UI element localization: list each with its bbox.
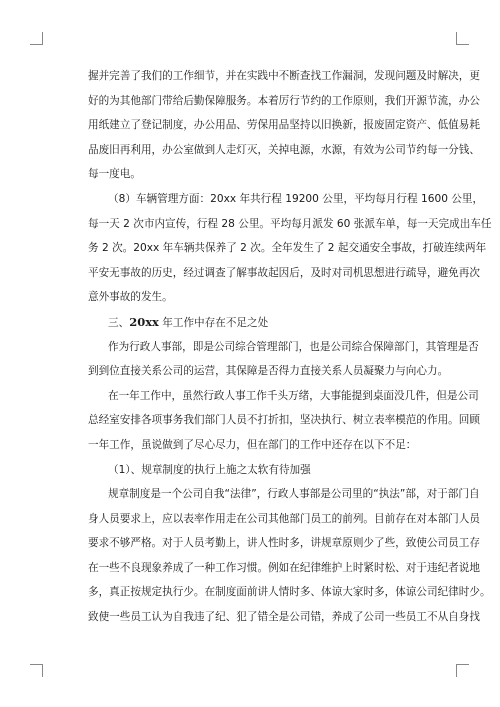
text-line: 每一天 2 次市内宣传，行程 28 公里。平均每月派发 60 张派车单，每一天完成出车任 xyxy=(88,217,492,230)
text-line: 身人员要求上，应以表率作用走在公司其他部门员工的前列。目前存在对本部门人员 xyxy=(88,512,480,525)
crop-mark-top-right xyxy=(456,32,469,45)
text-line: （8）车辆管理方面：20xx 年共行程 19200 公里，平均每月行程 1600 公里， xyxy=(108,192,484,205)
text-line: 品废旧再利用，办公室做到人走灯灭，关掉电源，水源，有效为公司节约每一分钱、 xyxy=(88,143,480,156)
section-heading-year: 20xx xyxy=(129,314,159,329)
text-line: 致使一些员工认为自我违了纪、犯了错全是公司错，养成了公司一些员工不从自身找 xyxy=(88,611,480,624)
text-line: 用纸建立了登记制度，办公用品、劳保用品坚持以旧换新，报废固定资产、低值易耗 xyxy=(88,119,480,132)
section-heading-prefix: 三、 xyxy=(108,316,130,329)
text-line: 在一年工作中，虽然行政人事工作千头万绪，大事能提到桌面没几件，但是公司 xyxy=(108,389,479,402)
text-line: 作为行政人事部，即是公司综合管理部门，也是公司综合保障部门，其管理是否 xyxy=(108,340,479,353)
text-line: 握并完善了我们的工作细节，并在实践中不断查找工作漏洞，发现问题及时解决，更 xyxy=(88,70,480,82)
text-line: 好的为其他部门带给后勤保障服务。本着厉行节约的工作原则，我们开源节流，办公 xyxy=(88,94,480,107)
text-line: 意外事故的发生。 xyxy=(88,291,173,304)
text-line: 到到位直接关系公司的运营，其保障是否得力直接关系人员凝聚力与向心力。 xyxy=(88,365,449,378)
text-line: 平安无事故的历史，经过调查了解事故起因后，及时对司机思想进行疏导，避免再次 xyxy=(88,266,480,279)
section-heading-suffix: 年工作中存在不足之处 xyxy=(158,316,269,329)
text-line: 务 2 次。20xx 年车辆共保养了 2 次。全年发生了 2 起交通安全事故，打破连续两年 xyxy=(88,242,487,255)
text-line: 一年工作，虽说做到了尽心尽力，但在部门的工作中还存在以下不足： xyxy=(88,438,417,451)
text-line: 每一度电。 xyxy=(88,168,141,181)
subsection-heading: （1）、规章制度的执行上施之太软有待加强 xyxy=(108,463,311,476)
text-line: 要求不够严格。对于人员考勤上，讲人性时多，讲规章原则少了些，致使公司员工存 xyxy=(88,537,480,550)
text-line: 多，真正按规定执行少。在制度面前讲人情时多、体谅大家时多，体谅公司纪律时少。 xyxy=(88,586,491,599)
text-line: 规章制度是一个公司自我“法律”，行政人事部是公司里的“执法”部，对于部门自 xyxy=(108,488,480,501)
text-line: 在一些不良现象养成了一种工作习惯。例如在纪律维护上时紧时松、对于违纪者说地 xyxy=(88,561,480,574)
crop-mark-bottom-left xyxy=(30,664,43,677)
document-body xyxy=(88,64,492,630)
crop-mark-bottom-right xyxy=(456,664,469,677)
section-heading xyxy=(88,310,436,335)
crop-mark-top-left xyxy=(30,32,43,45)
text-line: 总经室安排各项事务我们部门人员不打折扣，坚决执行、树立表率模范的作用。回顾 xyxy=(88,414,480,427)
